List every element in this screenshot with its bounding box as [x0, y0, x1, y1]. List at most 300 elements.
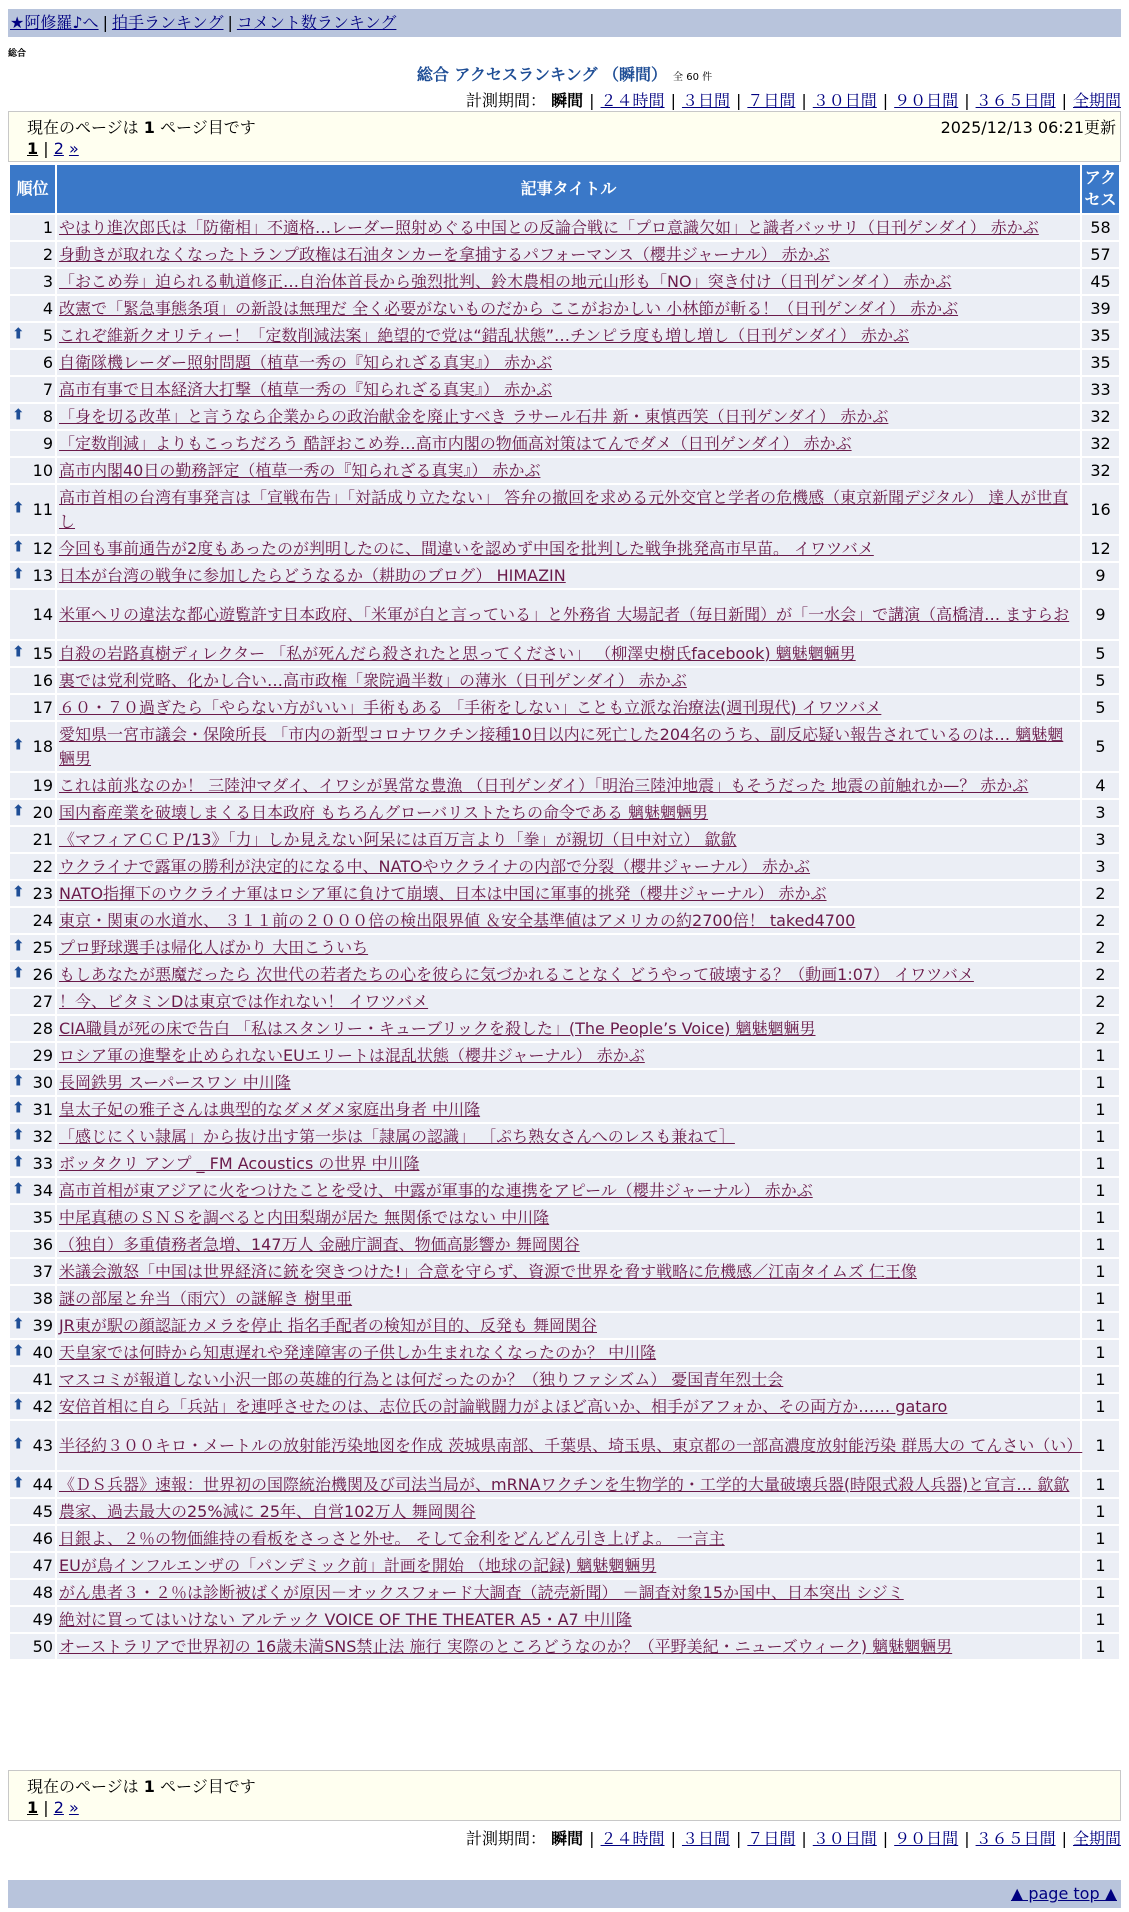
title-cell	[57, 908, 1080, 933]
rank-cell	[10, 536, 55, 561]
rank-number: 22	[32, 856, 53, 876]
rank-number: 1	[42, 217, 53, 237]
access-count: 1	[1082, 1607, 1119, 1632]
rank-cell	[10, 1016, 55, 1041]
title-cell	[57, 485, 1080, 534]
pager-next-bottom[interactable]: »	[68, 1798, 79, 1817]
up-arrow-icon: ⬆	[12, 1179, 25, 1198]
period-90d[interactable]: ９０日間	[894, 91, 959, 110]
access-count: 2	[1082, 881, 1119, 906]
table-row	[10, 590, 1119, 639]
table-row	[10, 536, 1119, 561]
table-row	[10, 1259, 1119, 1284]
rank-number: 10	[32, 460, 53, 480]
table-row	[10, 323, 1119, 348]
article-link[interactable]: NATO指揮下のウクライナ軍はロシア軍に負けて崩壊、日本は中国に軍事的挑発（櫻井ジャーナル） 赤かぶ	[59, 883, 827, 903]
period-24h-bottom[interactable]: ２４時間	[600, 1829, 665, 1848]
title-cell	[57, 641, 1080, 666]
rank-cell	[10, 962, 55, 987]
access-count: 2	[1082, 1016, 1119, 1041]
article-link[interactable]: これは前兆なのか！ 三陸沖マダイ、イワシが異常な豊漁 （日刊ゲンダイ）「明治三陸沖地震」もそうだった 地震の前触れか—？ 赤かぶ	[59, 775, 1029, 795]
rank-cell	[10, 908, 55, 933]
period-365d-bottom[interactable]: ３６５日間	[975, 1829, 1056, 1848]
article-link[interactable]: 日本が台湾の戦争に参加したらどうなるか（耕助のブログ） HIMAZIN	[59, 565, 566, 585]
rank-cell	[10, 1070, 55, 1095]
period-3d-bottom[interactable]: ３日間	[681, 1829, 730, 1848]
header-access: アクセス	[1082, 165, 1119, 213]
access-count: 1	[1082, 1286, 1119, 1311]
title-cell	[57, 668, 1080, 693]
period-all[interactable]: 全期間	[1072, 91, 1121, 110]
access-count: 2	[1082, 908, 1119, 933]
table-row	[10, 404, 1119, 429]
article-link[interactable]: 《マフィアＣＣＰ/13》「力」しか見えない阿呆には百万言より「拳」が親切（日中対立） 歙歙	[59, 829, 737, 849]
period-selector-top: 計測期間： 瞬間 | ２４時間 | ３日間 | ７日間 | ３０日間 | ９０日間 | ３６５日間 | 全期間	[466, 91, 1121, 110]
article-link[interactable]: 安倍首相に自ら「兵站」を連呼させたのは、志位氏の討論戦闘力がよほど高いか、相手がアフォか、その両方か…… gataro	[59, 1396, 948, 1416]
article-link[interactable]: 米議会激怒「中国は世界経済に銃を突きつけた!」合意を守らず、資源で世界を脅す戦略に危機感／江南タイムズ 仁王像	[59, 1261, 917, 1281]
period-7d[interactable]: ７日間	[747, 91, 796, 110]
page-top-link[interactable]: ▲ page top ▲	[1010, 1884, 1117, 1903]
rank-number: 44	[32, 1474, 53, 1494]
table-row	[10, 296, 1119, 321]
article-link[interactable]: 日銀よ、２％の物価維持の看板をさっさと外せ。 そして金利をどんどん引き上げよ。 一言主	[59, 1528, 725, 1548]
article-link[interactable]: JR東が駅の顔認証カメラを停止 指名手配者の検知が目的、反発も 舞岡関谷	[59, 1315, 598, 1335]
rank-cell	[10, 563, 55, 588]
access-count: 57	[1082, 242, 1119, 267]
access-count: 1	[1082, 1124, 1119, 1149]
article-link[interactable]: 「おこめ券」迫られる軌道修正…自治体首長から強烈批判、鈴木農相の地元山形も「NO」突き付け（日刊ゲンダイ） 赤かぶ	[59, 271, 952, 291]
access-count: 5	[1082, 668, 1119, 693]
table-row	[10, 1178, 1119, 1203]
article-link[interactable]: 中尾真穂のＳＮＳを調べると内田梨瑚が居た 無関係ではない 中川隆	[59, 1207, 550, 1227]
table-row	[10, 722, 1119, 771]
title-cell	[57, 431, 1080, 456]
access-count: 2	[1082, 962, 1119, 987]
access-count: 1	[1082, 1340, 1119, 1365]
title-cell	[57, 563, 1080, 588]
rank-number: 8	[42, 406, 53, 426]
table-row	[10, 908, 1119, 933]
title-cell	[57, 1472, 1080, 1497]
table-row	[10, 773, 1119, 798]
rank-cell	[10, 1124, 55, 1149]
access-count: 1	[1082, 1097, 1119, 1122]
rank-number: 26	[32, 964, 53, 984]
access-count: 1	[1082, 1070, 1119, 1095]
access-count: 1	[1082, 1178, 1119, 1203]
article-link[interactable]: ロシア軍の進撃を止められないEUエリートは混乱状態（櫻井ジャーナル） 赤かぶ	[59, 1045, 645, 1065]
access-count: 1	[1082, 1472, 1119, 1497]
table-row	[10, 1421, 1119, 1470]
table-row	[10, 269, 1119, 294]
rank-number: 16	[32, 670, 53, 690]
access-count: 33	[1082, 377, 1119, 402]
article-link[interactable]: ！今、ビタミンDは東京では作れない！ イワツバメ	[59, 991, 429, 1011]
access-count: 1	[1082, 1526, 1119, 1551]
comment-ranking-link[interactable]: コメント数ランキング	[236, 13, 397, 32]
article-link[interactable]: これぞ維新クオリティー！「定数削減法案」絶望的で党は“錯乱状態”…チンピラ度も増し増し（日刊ゲンダイ） 赤かぶ	[59, 325, 909, 345]
rank-cell	[10, 1421, 55, 1470]
article-link[interactable]: 今回も事前通告が2度もあったのが判明したのに、間違いを認めず中国を批判した戦争挑発高市早苗。 イワツバメ	[59, 538, 874, 558]
article-link[interactable]: （独自）多重債務者急増、147万人 金融庁調査、物価高影響か 舞岡関谷	[59, 1234, 580, 1254]
table-row	[10, 1580, 1119, 1605]
up-arrow-icon: ⬆	[12, 801, 25, 820]
home-link[interactable]: ★阿修羅♪へ	[10, 13, 99, 32]
title-cell	[57, 215, 1080, 240]
period-24h[interactable]: ２４時間	[600, 91, 665, 110]
up-arrow-icon: ⬆	[12, 963, 25, 982]
article-link[interactable]: もしあなたが悪魔だったら 次世代の若者たちの心を彼らに気づかれることなく どうやって破壊する？（動画1:07） イワツバメ	[59, 964, 974, 984]
access-count: 32	[1082, 431, 1119, 456]
rank-cell	[10, 935, 55, 960]
bottom-bar	[8, 1880, 1121, 1908]
access-count: 58	[1082, 215, 1119, 240]
access-count: 3	[1082, 800, 1119, 825]
title-cell	[57, 1607, 1080, 1632]
rank-cell	[10, 1367, 55, 1392]
table-row	[10, 1070, 1119, 1095]
access-count: 1	[1082, 1394, 1119, 1419]
rank-number: 29	[32, 1045, 53, 1065]
article-link[interactable]: ６０・７０過ぎたら「やらない方がいい」手術もある 「手術をしない」ことも立派な治療法(週刊現代) イワツバメ	[59, 697, 882, 717]
up-arrow-icon: ⬆	[12, 1071, 25, 1090]
rank-cell	[10, 1526, 55, 1551]
rank-cell	[10, 269, 55, 294]
rank-number: 3	[42, 271, 53, 291]
rank-number: 27	[32, 991, 53, 1011]
rank-number: 15	[32, 643, 53, 663]
rank-cell	[10, 1097, 55, 1122]
period-3d[interactable]: ３日間	[681, 91, 730, 110]
rank-cell	[10, 1043, 55, 1068]
up-arrow-icon: ⬆	[12, 537, 25, 556]
access-count: 1	[1082, 1313, 1119, 1338]
table-row	[10, 1472, 1119, 1497]
access-count: 32	[1082, 404, 1119, 429]
title-cell	[57, 935, 1080, 960]
clap-ranking-link[interactable]: 拍手ランキング	[111, 13, 224, 32]
title-cell	[57, 773, 1080, 798]
rank-cell	[10, 1472, 55, 1497]
title-cell	[57, 350, 1080, 375]
rank-cell	[10, 1205, 55, 1230]
rank-number: 43	[32, 1435, 53, 1455]
article-link[interactable]: ボッタクリ アンプ _ FM Acoustics の世界 中川隆	[59, 1153, 420, 1173]
access-count: 5	[1082, 695, 1119, 720]
access-count: 2	[1082, 989, 1119, 1014]
table-row	[10, 458, 1119, 483]
rank-cell	[10, 1151, 55, 1176]
article-link[interactable]: 「身を切る改革」と言うなら企業からの政治献金を廃止すべき ラサール石井 新・東慎西笑（日刊ゲンダイ） 赤かぶ	[59, 406, 889, 426]
table-row	[10, 1634, 1119, 1659]
rank-number: 32	[32, 1126, 53, 1146]
title-cell	[57, 1499, 1080, 1524]
up-arrow-icon: ⬆	[12, 405, 25, 424]
article-link[interactable]: 「感じにくい隷属」から抜け出す第一歩は「隷属の認識」 ［ぷち熟女さんへのレスも兼ねて］	[59, 1126, 735, 1146]
title-cell	[57, 800, 1080, 825]
up-arrow-icon: ⬆	[12, 1098, 25, 1117]
rank-cell	[10, 1232, 55, 1257]
access-count: 2	[1082, 935, 1119, 960]
rank-number: 21	[32, 829, 53, 849]
rank-cell	[10, 722, 55, 771]
table-row	[10, 1553, 1119, 1578]
access-count: 9	[1082, 590, 1119, 639]
article-link[interactable]: 皇太子妃の雅子さんは典型的なダメダメ家庭出身者 中川隆	[59, 1099, 481, 1119]
pager: 1 | 2 »	[27, 139, 79, 158]
rank-number: 41	[32, 1369, 53, 1389]
title-cell	[57, 1526, 1080, 1551]
title-cell	[57, 854, 1080, 879]
access-count: 45	[1082, 269, 1119, 294]
period-selector-bottom: 計測期間： 瞬間 | ２４時間 | ３日間 | ７日間 | ３０日間 | ９０日間 | ３６５日間 | 全期間	[466, 1829, 1121, 1848]
rank-cell	[10, 1259, 55, 1284]
pager-page-2[interactable]: 2	[53, 139, 64, 158]
table-row	[10, 1124, 1119, 1149]
article-link[interactable]: 農家、過去最大の25%減に 25年、自営102万人 舞岡関谷	[59, 1501, 476, 1521]
title-cell	[57, 989, 1080, 1014]
title-cell	[57, 1097, 1080, 1122]
rank-number: 14	[32, 604, 53, 624]
up-arrow-icon: ⬆	[12, 1434, 25, 1453]
ranking-table	[8, 163, 1121, 1661]
article-link[interactable]: CIA職員が死の床で告白 「私はスタンリー・キューブリックを殺した」(The People’s Voice) 魑魅魍魎男	[59, 1018, 816, 1038]
rank-cell	[10, 695, 55, 720]
title-cell	[57, 1205, 1080, 1230]
title-cell	[57, 1421, 1083, 1470]
article-link[interactable]: 愛知県一宮市議会・保険所長 「市内の新型コロナワクチン接種10日以内に死亡した204名のうち、副反応疑い報告されているのは… 魑魅魍魎男	[59, 724, 1064, 768]
rank-number: 6	[42, 352, 53, 372]
article-link[interactable]: 「定数削減」よりもこっちだろう 酷評おこめ券…高市内閣の物価高対策はてんでダメ（日刊ゲンダイ） 赤かぶ	[59, 433, 852, 453]
article-link[interactable]: プロ野球選手は帰化人ばかり 大田こういち	[59, 937, 369, 957]
rank-number: 7	[42, 379, 53, 399]
article-link[interactable]: 身動きが取れなくなったトランプ政権は石油タンカーを拿捕するパフォーマンス（櫻井ジャーナル） 赤かぶ	[59, 244, 830, 264]
article-link[interactable]: マスコミが報道しない小沢一郎の英雄的行為とは何だったのか？（独りファシズム） 憂国青年烈士会	[59, 1369, 784, 1389]
access-count: 35	[1082, 323, 1119, 348]
access-count: 5	[1082, 641, 1119, 666]
rank-number: 34	[32, 1180, 53, 1200]
article-link[interactable]: 東京・関東の水道水、 ３１１前の２０００倍の検出限界値 ＆安全基準値はアメリカの約2700倍！ taked4700	[59, 910, 856, 930]
access-count: 1	[1082, 1499, 1119, 1524]
article-link[interactable]: 天皇家では何時から知恵遅れや発達障害の子供しか生まれなくなったのか？ 中川隆	[59, 1342, 657, 1362]
rank-cell	[10, 668, 55, 693]
rank-cell	[10, 854, 55, 879]
access-count: 1	[1082, 1151, 1119, 1176]
article-link[interactable]: 高市首相が東アジアに火をつけたことを受け、中露が軍事的な連携をアピール（櫻井ジャーナル） 赤かぶ	[59, 1180, 813, 1200]
period-365d[interactable]: ３６５日間	[975, 91, 1056, 110]
page-info-bottom	[8, 1770, 1121, 1821]
title-cell	[57, 1178, 1080, 1203]
period-30d-bottom[interactable]: ３０日間	[812, 1829, 877, 1848]
article-link[interactable]: 半径約３００キロ・メートルの放射能汚染地図を作成 茨城県南部、千葉県、埼玉県、東京都の一部高濃度放射能汚染 群馬大の てんさい（い）	[59, 1435, 1083, 1455]
table-row	[10, 881, 1119, 906]
period-label: 計測期間：	[466, 91, 547, 110]
rank-number: 39	[32, 1315, 53, 1335]
rank-number: 18	[32, 736, 53, 756]
period-90d-bottom[interactable]: ９０日間	[894, 1829, 959, 1848]
rank-cell	[10, 1553, 55, 1578]
title-cell	[57, 323, 1080, 348]
title-cell	[57, 962, 1080, 987]
ranking-body	[10, 215, 1119, 1659]
rank-number: 12	[32, 538, 53, 558]
article-link[interactable]: 米軍ヘリの違法な都心遊覧許す日本政府、「米軍が白と言っている」と外務省 大場記者（毎日新聞）が「一水会」で講演（高橋清… ますらお	[59, 604, 1070, 624]
access-count: 1	[1082, 1367, 1119, 1392]
article-link[interactable]: がん患者３・２％は診断被ばくが原因－オックスフォード大調査（読売新聞） －調査対象15か国中、日本突出 シジミ	[59, 1582, 904, 1602]
breadcrumb: 総合	[8, 49, 27, 59]
rank-cell	[10, 404, 55, 429]
table-row	[10, 1232, 1119, 1257]
table-row	[10, 1340, 1119, 1365]
rank-number: 17	[32, 697, 53, 717]
rank-cell	[10, 1607, 55, 1632]
title-cell	[57, 458, 1080, 483]
up-arrow-icon: ⬆	[12, 642, 25, 661]
rank-cell	[10, 1313, 55, 1338]
table-row	[10, 1097, 1119, 1122]
period-30d[interactable]: ３０日間	[812, 91, 877, 110]
page-note-bottom: 現在のページは 1 ページ目です	[27, 1777, 256, 1796]
table-row	[10, 695, 1119, 720]
access-count: 39	[1082, 296, 1119, 321]
access-count: 3	[1082, 854, 1119, 879]
access-count: 12	[1082, 536, 1119, 561]
rank-cell	[10, 800, 55, 825]
title-cell	[57, 1151, 1080, 1176]
rank-cell	[10, 296, 55, 321]
title-cell	[57, 695, 1080, 720]
article-link[interactable]: 自衛隊機レーダー照射問題（植草一秀の『知られざる真実』） 赤かぶ	[59, 352, 553, 372]
title-cell	[57, 590, 1080, 639]
rank-cell	[10, 881, 55, 906]
table-row	[10, 1367, 1119, 1392]
table-row	[10, 935, 1119, 960]
title-cell	[57, 1340, 1080, 1365]
title-cell	[57, 1553, 1080, 1578]
article-link[interactable]: 国内畜産業を破壊しまくる日本政府 もちろんグローバリストたちの命令である 魑魅魍魎男	[59, 802, 709, 822]
article-link[interactable]: 高市内閣40日の勤務評定（植草一秀の『知られざる真実』） 赤かぶ	[59, 460, 541, 480]
rank-cell	[10, 1340, 55, 1365]
access-count: 4	[1082, 773, 1119, 798]
rank-cell	[10, 242, 55, 267]
period-all-bottom[interactable]: 全期間	[1072, 1829, 1121, 1848]
rank-cell	[10, 773, 55, 798]
article-link[interactable]: 裏では党利党略、化かし合い…高市政権「衆院過半数」の薄氷（日刊ゲンダイ） 赤かぶ	[59, 670, 687, 690]
rank-number: 24	[32, 910, 53, 930]
title-cell	[57, 881, 1080, 906]
rank-number: 31	[32, 1099, 53, 1119]
rank-cell	[10, 431, 55, 456]
header-title: 記事タイトル	[57, 165, 1080, 213]
table-row	[10, 668, 1119, 693]
title-cell	[57, 1232, 1080, 1257]
rank-number: 45	[32, 1501, 53, 1521]
rank-number: 5	[42, 325, 53, 345]
article-link[interactable]: やはり進次郎氏は「防衛相」不適格…レーダー照射めぐる中国との反論合戦に「プロ意識欠如」と識者バッサリ（日刊ゲンダイ） 赤かぶ	[59, 217, 1039, 237]
table-row	[10, 1499, 1119, 1524]
access-count: 16	[1082, 485, 1119, 534]
pager-current: 1	[27, 139, 39, 158]
rank-number: 30	[32, 1072, 53, 1092]
rank-number: 28	[32, 1018, 53, 1038]
rank-number: 9	[42, 433, 53, 453]
table-row	[10, 215, 1119, 240]
title-cell	[57, 1286, 1080, 1311]
article-link[interactable]: 絶対に買ってはいけない アルテック VOICE OF THE THEATER A5・A7 中川隆	[59, 1609, 632, 1629]
table-row	[10, 563, 1119, 588]
title-cell	[57, 296, 1080, 321]
article-link[interactable]: 謎の部屋と弁当（雨穴）の謎解き 樹里亜	[59, 1288, 353, 1308]
period-7d-bottom[interactable]: ７日間	[747, 1829, 796, 1848]
table-row	[10, 1394, 1119, 1419]
access-count: 1	[1082, 1232, 1119, 1257]
pager-page-2-bottom[interactable]: 2	[53, 1798, 64, 1817]
rank-number: 13	[32, 565, 53, 585]
title-cell	[57, 722, 1080, 771]
article-link[interactable]: ウクライナで露軍の勝利が決定的になる中、NATOやウクライナの内部で分裂（櫻井ジャーナル） 赤かぶ	[59, 856, 811, 876]
rank-number: 47	[32, 1555, 53, 1575]
rank-cell	[10, 641, 55, 666]
pager-current-bottom: 1	[27, 1798, 39, 1817]
rank-number: 38	[32, 1288, 53, 1308]
rank-cell	[10, 323, 55, 348]
rank-number: 42	[32, 1396, 53, 1416]
rank-cell	[10, 1580, 55, 1605]
article-link[interactable]: 高市有事で日本経済大打撃（植草一秀の『知られざる真実』） 赤かぶ	[59, 379, 553, 399]
page-title	[0, 62, 1129, 85]
table-row	[10, 1607, 1119, 1632]
rank-cell	[10, 458, 55, 483]
rank-cell	[10, 485, 55, 534]
rank-cell	[10, 989, 55, 1014]
table-row	[10, 1205, 1119, 1230]
article-link[interactable]: EUが鳥インフルエンザの「パンデミック前」計画を開始 （地球の記録) 魑魅魍魎男	[59, 1555, 657, 1575]
title-cell	[57, 242, 1080, 267]
article-link[interactable]: オーストラリアで世界初の 16歳未満SNS禁止法 施行 実際のところどうなのか？（平野美紀・ニューズウィーク) 魑魅魍魎男	[59, 1636, 953, 1656]
article-link[interactable]: 改憲で「緊急事態条項」の新設は無理だ 全く必要がないものだから ここがおかしい 小林節が斬る！（日刊ゲンダイ） 赤かぶ	[59, 298, 959, 318]
article-link[interactable]: 長岡鉄男 スーパースワン 中川隆	[59, 1072, 291, 1092]
up-arrow-icon: ⬆	[12, 882, 25, 901]
up-arrow-icon: ⬆	[12, 1314, 25, 1333]
up-arrow-icon: ⬆	[12, 498, 25, 517]
table-row	[10, 1043, 1119, 1068]
access-count: 1	[1082, 1421, 1119, 1470]
rank-number: 37	[32, 1261, 53, 1281]
article-link[interactable]: 《ＤＳ兵器》速報：世界初の国際統治機関及び司法当局が、mRNAワクチンを生物学的・工学的大量破壊兵器(時限式殺人兵器)と宣言… 歙歙	[59, 1474, 1070, 1494]
rank-cell	[10, 1394, 55, 1419]
title-cell	[57, 1313, 1080, 1338]
rank-number: 4	[42, 298, 53, 318]
table-row	[10, 377, 1119, 402]
article-link[interactable]: 自殺の岩路真樹ディレクター 「私が死んだら殺されたと思ってください」 （柳澤史樹氏facebook) 魑魅魍魎男	[59, 643, 856, 663]
up-arrow-icon: ⬆	[12, 324, 25, 343]
article-link[interactable]: 高市首相の台湾有事発言は「宣戦布告」「対話成り立たない」 答弁の撤回を求める元外交官と学者の危機感（東京新聞デジタル） 達人が世直し	[59, 487, 1069, 531]
up-arrow-icon: ⬆	[12, 1395, 25, 1414]
table-row	[10, 485, 1119, 534]
up-arrow-icon: ⬆	[12, 1125, 25, 1144]
title-cell	[57, 1124, 1080, 1149]
up-arrow-icon: ⬆	[12, 1473, 25, 1492]
title-cell	[57, 269, 1080, 294]
access-count: 1	[1082, 1634, 1119, 1659]
table-row	[10, 800, 1119, 825]
access-count: 32	[1082, 458, 1119, 483]
rank-cell	[10, 377, 55, 402]
up-arrow-icon: ⬆	[12, 1341, 25, 1360]
rank-number: 40	[32, 1342, 53, 1362]
rank-number: 33	[32, 1153, 53, 1173]
pager-next[interactable]: »	[68, 139, 79, 158]
